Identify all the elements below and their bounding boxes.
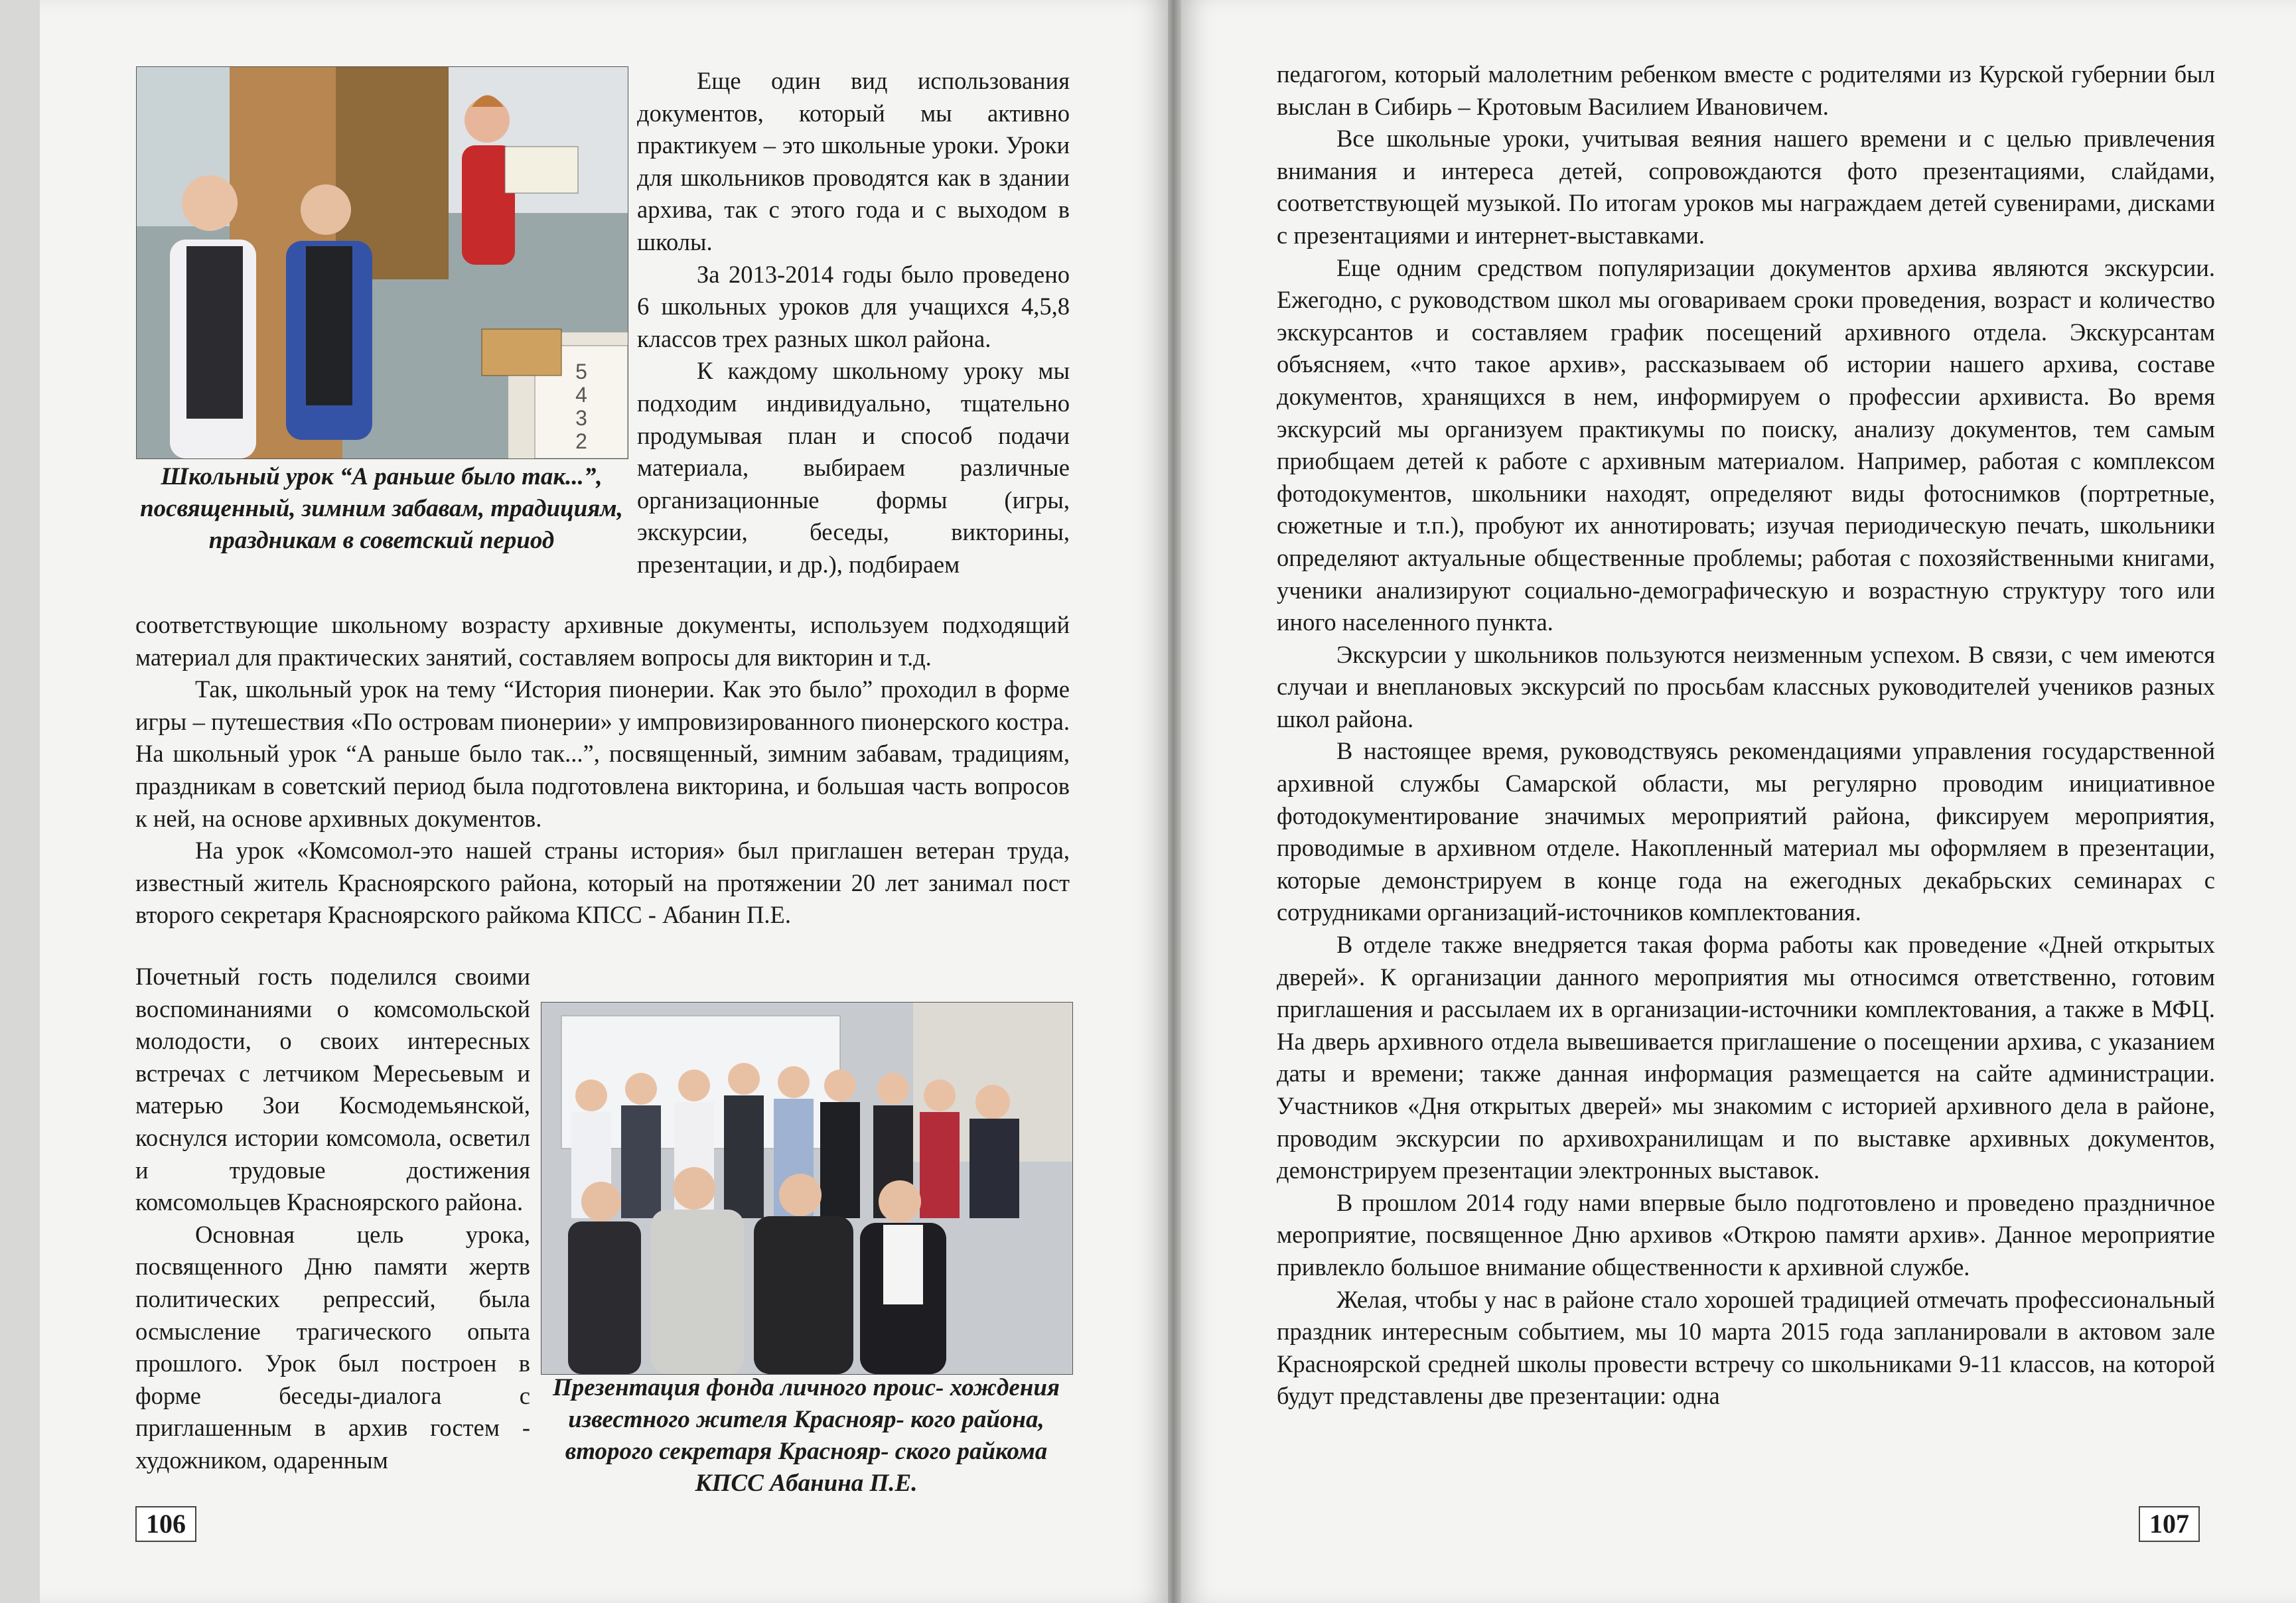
paragraph: Почетный гость поделился своими воспоминаниями о комсомольской молодости, о своих интересных встречах с летчиком Мересьевым и матерью Зои Космодемьянской, коснулся истории комсомола, осветил и трудовые достижения комсомольцев Красноярского района. [135, 963, 530, 1216]
left-column-text [637, 65, 1070, 581]
paragraph: Желая, чтобы у нас в районе стало хорошей традицией отмечать профессиональный праздник интересным событием, мы 10 марта 2015 года запланировали в актовом зале Красноярской средней школы провести встречу со школьниками 9-11 классов, на которой будут представлены две презентации: одна [1277, 1285, 2215, 1410]
paragraph: Еще одним средством популяризации документов архива являются экскурсии. Ежегодно, с руководством школ мы оговариваем сроки проведения, возраст и количество экскурсантов и составляем график посещений архивного отдела. Экскурсантам объясняем, «что такое архив», рассказываем об истории нашего архива, составе документов, хранящихся в нем, информируем о профессии архивиста. Во время экскурсий мы организуем практикумы по поиску, анализу документов, тем самым приобщаем детей к работе с архивным материалом. Например, работая с комплексом фотодокументов, школьники находят, определяют виды фотоснимков (портретные, сюжетные и т.п.), пробуют их аннотировать; изучая периодическую печать, школьники определяют актуальные общественные проблемы; работая с похозяйственными книгами, ученики анализируют социально-демографическую и возрастную структуру того или иного населенного пункта. [1277, 253, 2215, 636]
paragraph: В отделе также внедряется такая форма работы как проведение «Дней открытых дверей». К организации данного мероприятия мы относимся ответственно, готовим приглашения и рассылаем их в организации-источники комплектования, а также в МФЦ. На дверь архивного отдела вывешивается приглашение о посещении архива, с указанием даты и времени; также данная информация размещается на сайте администрации. Участников «Дня открытых дверей» мы знакомим с историей архивного дела в районе, проводим экскурсии по архивохранилищам и по выставке архивных документов, демонстрируем презентации электронных выставок. [1277, 931, 2215, 1184]
left-narrow-text [135, 961, 530, 1477]
photo-caption-group: Презентация фонда личного проис- хождения известного жителя Краснояр- кого района, второго секретаря Краснояр- ского райкома КПСС Абанина П.Е. [553, 1374, 1060, 1497]
photo-group-portrait [541, 1002, 1073, 1375]
paragraph: Еще один вид использования документов, который мы активно практикуем – это школьные уроки. Уроки для школьников проводятся как в здании архива, так с этого года и с выходом в школы. [637, 67, 1070, 255]
paragraph: Экскурсии у школьников пользуются неизменным успехом. В связи, с чем имеются случаи и внеплановых экскурсий по просьбам классных руководителей учеников разных школ района. [1277, 640, 2215, 732]
paragraph: В прошлом 2014 году нами впервые было подготовлено и проведено праздничное мероприятие, посвященное Дню архивов «Открою памяти архив». Данное мероприятие привлекло большое внимание общественности к архивной службе. [1277, 1188, 2215, 1281]
paragraph: На урок «Комсомол-это нашей страны история» был приглашен ветеран труда, известный житель Красноярского района, который на протяжении 20 лет занимал пост второго секретаря Красноярского райкома КПСС - Абанин П.Е. [135, 837, 1070, 929]
board-digit: 5 [575, 360, 587, 383]
board-digit: 2 [575, 429, 587, 453]
page-number: 107 [2139, 1506, 2200, 1542]
paragraph: педагогом, который малолетним ребенком вместе с родителями из Курской губернии был выслан в Сибирь – Кротовым Василием Ивановичем. [1277, 60, 2215, 120]
left-full-width-text [135, 609, 1070, 932]
photo-caption-lesson: Школьный урок “А раньше было так...”, посвященный, зимним забавам, традициям, праздникам в советский период [140, 463, 623, 554]
page-number: 106 [135, 1506, 196, 1542]
board-digit: 3 [575, 406, 587, 430]
board-digit: 4 [575, 383, 587, 407]
photo-classroom-lesson [136, 66, 628, 459]
paragraph: Основная цель урока, посвященного Дню памяти жертв политических репрессий, была осмысление трагического опыта прошлого. Урок был построен в форме беседы-диалога с приглашенным в архив гостем - художником, одаренным [135, 1220, 530, 1474]
paragraph: соответствующие школьному возрасту архивные документы, используем подходящий материал для практических занятий, составляем вопросы для викторин и т.д. [135, 611, 1070, 671]
paragraph: За 2013-2014 годы было проведено 6 школьных уроков для учащихся 4,5,8 классов трех разных школ района. [637, 260, 1070, 352]
paragraph: В настоящее время, руководствуясь рекомендациями управления государственной архивной службы Самарской области, мы регулярно проводим инициативное фотодокументирование значимых мероприятий района, фиксируем мероприятия, проводимые в архивном отделе. Накопленный материал мы оформляем в презентации, которые демонстрируем в конце года на ежегодных декабрьских семинарах с сотрудниками организаций-источников комплектования. [1277, 737, 2215, 926]
right-page-text [1277, 58, 2215, 1413]
paragraph: К каждому школьному уроку мы подходим индивидуально, тщательно продумывая план и способ подачи материала, выбираем различные организационные формы (игры, экскурсии, беседы, викторины, презентации, и др.), подбираем [637, 357, 1070, 578]
paragraph: Так, школьный урок на тему “История пионерии. Как это было” проходил в форме игры – путешествия «По островам пионерии» у импровизированного пионерского костра. На школьный урок “А раньше было так...”, посвященный, зимним забавам, традициям, праздникам в советский период была подготовлена викторина, и большая часть вопросов к ней, на основе архивных документов. [135, 675, 1070, 832]
paragraph: Все школьные уроки, учитывая веяния нашего времени и с целью привлечения внимания и интереса детей, сопровождаются фото презентациями, слайдами, соответствующей музыкой. По итогам уроков мы награждаем детей сувенирами, дисками с презентациями и интернет-выставками. [1277, 125, 2215, 249]
